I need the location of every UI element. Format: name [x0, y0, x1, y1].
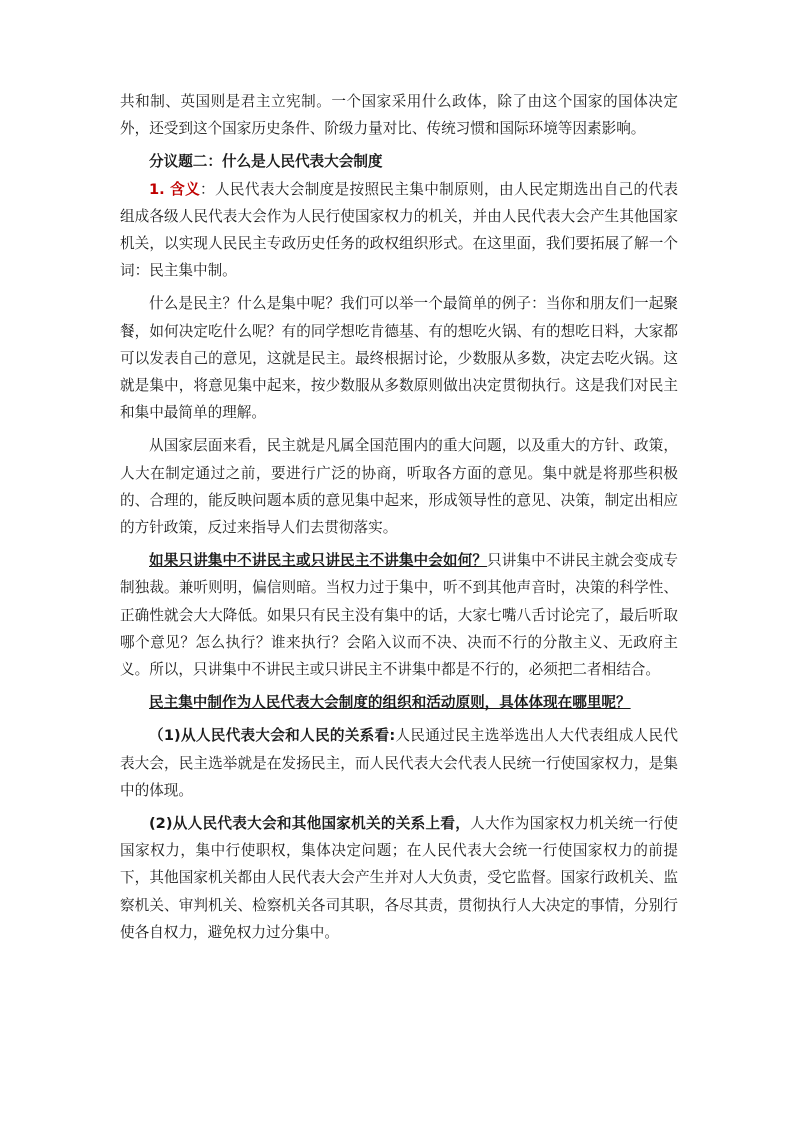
definition-text: 人民代表大会制度是按照民主集中制原则，由人民定期选出自己的代表组成各级人民代表大会作为人民行使国家权力的机关，并由人民代表大会产生其他国家机关，以实现人民民主专政历史任务的政权组织形式。在这里面，我们要拓展了解一个词：民主集中制。: [120, 180, 678, 280]
paragraph-point-1: [120, 722, 678, 804]
paragraph-question-balance: [120, 547, 678, 683]
point-2-label: (2)从人民代表大会和其他国家机关的关系上看，: [149, 815, 471, 833]
point-1-text: 人民通过民主选举选出人大代表组成人民代表大会，民主选举就是在发扬民主，而人民代表大会代表人民统一行使国家权力，是集中的体现。: [120, 727, 678, 799]
paragraph-polity-factors: 共和制、英国则是君主立宪制。一个国家采用什么政体，除了由这个国家的国体决定外，还受到这个国家历史条件、阶级力量对比、传统习惯和国际环境等因素影响。: [120, 93, 678, 138]
paragraph-democracy-example: 什么是民主？什么是集中呢？我们可以举一个最简单的例子：当你和朋友们一起聚餐，如何决定吃什么呢？有的同学想吃肯德基、有的想吃火锅、有的想吃日料，大家都可以发表自己的意见，这就是民主。最终根据讨论，少数服从多数，决定去吃火锅。这就是集中，将意见集中起来，按少数服从多数原则做出决定贯彻执行。这是我们对民主和集中最简单的理解。: [120, 295, 678, 422]
question-text: 如果只讲集中不讲民主或只讲民主不讲集中会如何？: [149, 552, 488, 570]
definition-label: 1. 含义: [149, 180, 201, 198]
section-heading-2: 分议题二：什么是人民代表大会制度: [149, 153, 383, 171]
definition-colon: ：: [200, 180, 215, 198]
paragraph-definition: [120, 176, 678, 285]
paragraph-national-level: 从国家层面来看，民主就是凡属全国范围内的重大问题，以及重大的方针、政策，人大在制定通过之前，要进行广泛的协商，听取各方面的意见。集中就是将那些积极的、合理的，能反映问题本质的意见集中起来，形成领导性的意见、决策，制定出相应的方针政策，反过来指导人们去贯彻落实。: [120, 437, 678, 537]
question-answer: 只讲集中不讲民主就会变成专制独裁。兼听则明，偏信则暗。当权力过于集中，听不到其他声音时，决策的科学性、正确性就会大大降低。如果只有民主没有集中的话，大家七嘴八舌讨论完了，最后听取哪个意见？怎么执行？谁来执行？会陷入议而不决、决而不行的分散主义、无政府主义。所以，只讲集中不讲民主或只讲民主不讲集中都是不行的，必须把二者相结合。: [120, 552, 678, 679]
paragraph-point-2: [120, 810, 678, 946]
paragraph-principle-question: 民主集中制作为人民代表大会制度的组织和活动原则，具体体现在哪里呢？: [149, 694, 631, 712]
document-page: [120, 88, 678, 946]
point-2-text: 人大作为国家权力机关统一行使国家权力，集中行使职权，集体决定问题；在人民代表大会统一行使国家权力的前提下，其他国家机关都由人民代表大会产生并对人大负责，受它监督。国家行政机关、监察机关、审判机关、检察机关各司其职，各尽其责，贯彻执行人大决定的事情，分别行使各自权力，避免权力过分集中。: [120, 815, 678, 941]
point-1-label: （1)从人民代表大会和人民的关系看:: [149, 727, 396, 745]
